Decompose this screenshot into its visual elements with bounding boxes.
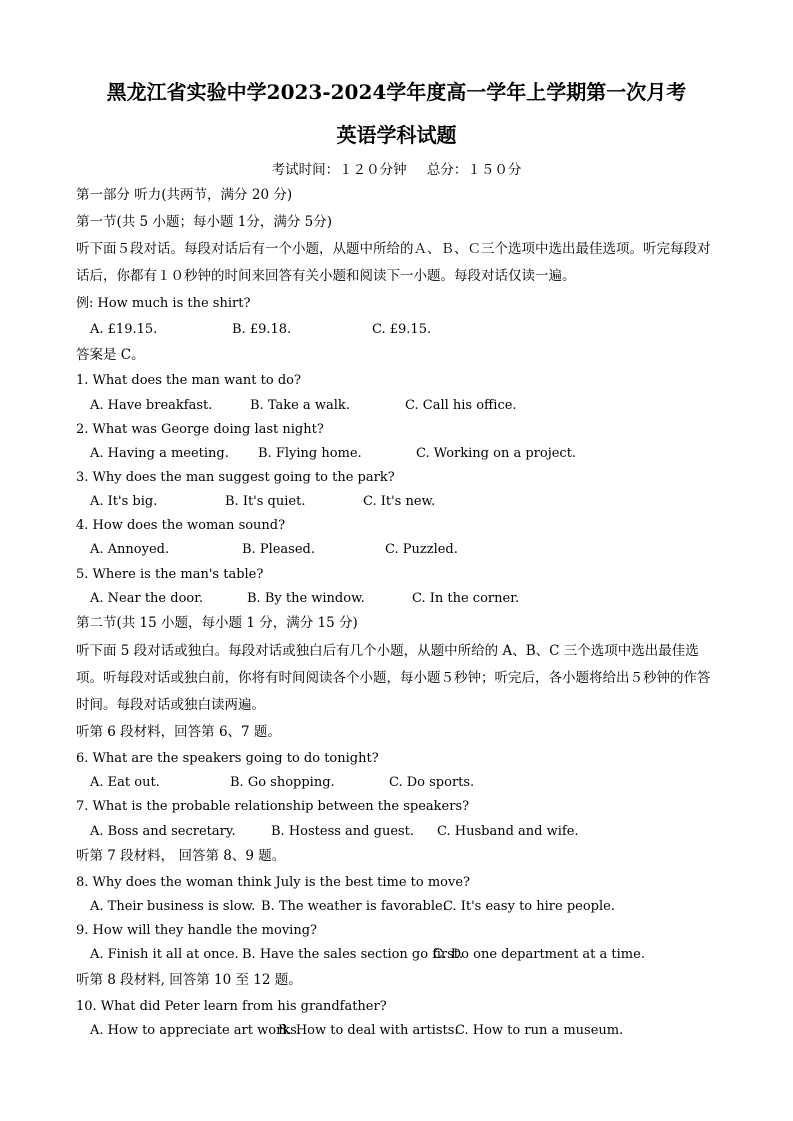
q10-option-a: A. How to appreciate art works. — [90, 1023, 301, 1038]
q4-option-b: B. Pleased. — [242, 542, 315, 557]
q10-option-c: C. How to run a museum. — [455, 1023, 624, 1038]
question-8: 8. Why does the woman think July is the best time to move? — [76, 875, 471, 890]
q7-option-c: C. Husband and wife. — [437, 824, 579, 839]
question-9: 9. How will they handle the moving? — [76, 923, 318, 938]
section2-heading: 第二节(共 15 小题，每小题 1 分，满分 15 分) — [76, 615, 358, 631]
q8-option-b: B. The weather is favorable. — [261, 899, 447, 914]
q1-option-c: C. Call his office. — [405, 398, 517, 413]
question-3: 3. Why does the man suggest going to the park? — [76, 470, 395, 485]
q4-option-c: C. Puzzled. — [385, 542, 458, 557]
part1-heading: 第一部分 听力(共两节，满分 20 分) — [76, 187, 293, 203]
q6-option-b: B. Go shopping. — [230, 775, 335, 790]
q2-option-a: A. Having a meeting. — [90, 446, 229, 461]
q8-option-c: C. It's easy to hire people. — [443, 899, 615, 914]
question-6: 6. What are the speakers going to do tonight? — [76, 751, 379, 766]
q9-option-c: C. Do one department at a time. — [433, 947, 645, 962]
q6-option-c: C. Do sports. — [389, 775, 475, 790]
question-4: 4. How does the woman sound? — [76, 518, 286, 533]
q3-option-b: B. It's quiet. — [225, 494, 306, 509]
q3-option-a: A. It's big. — [90, 494, 158, 509]
example-question: 例: How much is the shirt? — [76, 296, 251, 311]
question-2: 2. What was George doing last night? — [76, 422, 324, 437]
exam-time: 考试时间：１２０分钟 — [271, 162, 407, 178]
question-1: 1. What does the man want to do? — [76, 373, 301, 388]
example-option-b: B. £9.18. — [232, 322, 292, 337]
material-8: 听第 8 段材料, 回答第 10 至 12 题。 — [76, 972, 302, 988]
example-answer: 答案是 C。 — [76, 347, 145, 363]
example-option-c: C. £9.15. — [372, 322, 432, 337]
section1-instructions: 听下面５段对话。每段对话后有一个小题，从题中所给的Ａ、Ｂ、Ｃ三个选项中选出最佳选项。听完每段对话后，你都有１０秒钟的时间来回答有关小题和阅读下一小题。每段对话仅读一遍。 — [76, 241, 711, 284]
q2-option-c: C. Working on a project. — [416, 446, 577, 461]
q4-option-a: A. Annoyed. — [90, 542, 170, 557]
section1-heading: 第一节(共 5 小题；每小题 1分，满分 5分) — [76, 214, 332, 230]
q1-option-a: A. Have breakfast. — [90, 398, 213, 413]
q7-option-a: A. Boss and secretary. — [90, 824, 236, 839]
exam-title: 黑龙江省实验中学2023-2024学年度高一学年上学期第一次月考 — [106, 80, 687, 104]
exam-score: 总分：１５０分 — [426, 162, 522, 178]
q2-option-b: B. Flying home. — [258, 446, 362, 461]
q9-option-a: A. Finish it all at once. — [90, 947, 239, 962]
example-option-a: A. £19.15. — [90, 322, 158, 337]
section2-instructions: 听下面 5 段对话或独白。每段对话或独白后有几个小题，从题中所给的 A、B、C 三个选项中选出最佳选项。听每段对话或独白前，你将有时间阅读各个小题，每小题５秒钟；听完后，各小题将给出５秒钟的作答时间。每段对话或独白读两遍。 — [76, 643, 711, 713]
q1-option-b: B. Take a walk. — [250, 398, 350, 413]
q8-option-a: A. Their business is slow. — [90, 899, 256, 914]
question-5: 5. Where is the man's table? — [76, 567, 264, 582]
q5-option-a: A. Near the door. — [90, 591, 204, 606]
q6-option-a: A. Eat out. — [90, 775, 160, 790]
q3-option-c: C. It's new. — [363, 494, 436, 509]
q5-option-c: C. In the corner. — [412, 591, 520, 606]
material-7: 听第 7 段材料， 回答第 8、9 题。 — [76, 848, 286, 864]
question-10: 10. What did Peter learn from his grandfather? — [76, 999, 387, 1014]
exam-meta — [0, 158, 793, 178]
exam-subtitle: 英语学科试题 — [336, 123, 457, 147]
q10-option-b: B. How to deal with artists. — [278, 1023, 459, 1038]
material-6: 听第 6 段材料，回答第 6、7 题。 — [76, 724, 281, 740]
q7-option-b: B. Hostess and guest. — [271, 824, 415, 839]
q5-option-b: B. By the window. — [247, 591, 365, 606]
q9-option-b: B. Have the sales section go first. — [242, 947, 464, 962]
question-7: 7. What is the probable relationship between the speakers? — [76, 799, 470, 814]
